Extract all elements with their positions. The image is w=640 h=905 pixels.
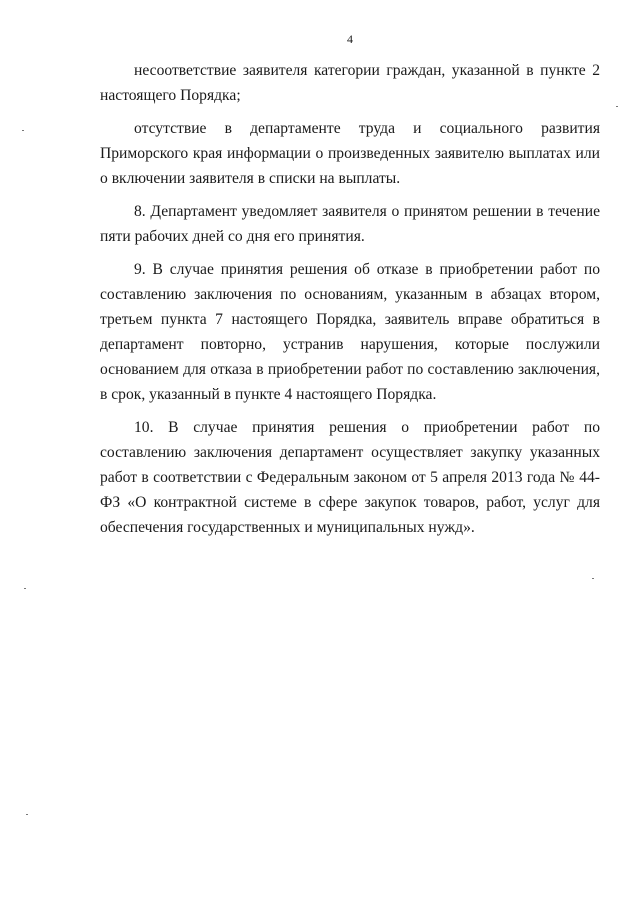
paragraph-10: 10. В случае принятия решения о приобретении работ по составлению заключения департамент осуществляет закупку указанных работ в соответствии с Федеральным законом от 5 апреля 2013 года № 44-ФЗ «О контрактной системе в сфере закупок товаров, работ, услуг для обеспечения государственных и муниципальных нужд». — [100, 419, 600, 536]
scan-speck — [24, 588, 26, 589]
paragraph-1: несоответствие заявителя категории граждан, указанной в пункте 2 настоящего Порядка; — [100, 62, 600, 104]
scan-speck — [22, 130, 24, 131]
scan-speck — [616, 106, 618, 107]
scan-speck — [592, 578, 594, 579]
page-number: 4 — [347, 32, 353, 46]
scan-speck — [26, 814, 28, 815]
document-body — [100, 58, 600, 540]
paragraph-9: 9. В случае принятия решения об отказе в приобретении работ по составлению заключения по основаниям, указанным в абзацах втором, третьем пункта 7 настоящего Порядка, заявитель вправе обратиться в департамент повторно, устранив нарушения, которые послужили основанием для отказа в приобретении работ по составлению заключения, в срок, указанный в пункте 4 настоящего Порядка. — [100, 261, 600, 403]
paragraph-8: 8. Департамент уведомляет заявителя о принятом решении в течение пяти рабочих дней со дня его принятия. — [100, 203, 600, 245]
paragraph-2: отсутствие в департаменте труда и социального развития Приморского края информации о произведенных заявителю выплатах или о включении заявителя в списки на выплаты. — [100, 120, 600, 187]
